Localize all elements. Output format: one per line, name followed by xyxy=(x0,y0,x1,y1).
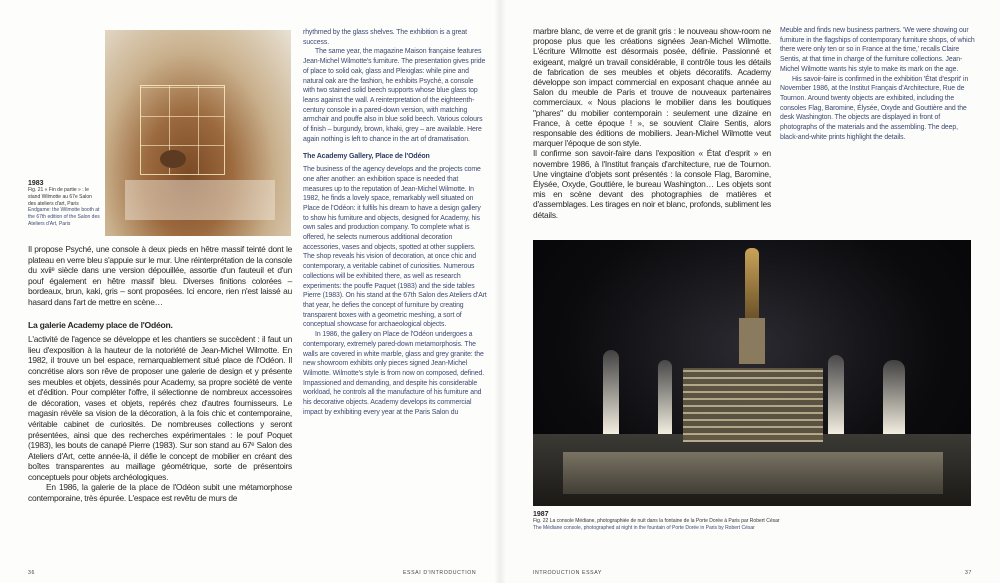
english-paragraph: In 1986, the gallery on Place de l'Odéon undergoes a contemporary, extremely pared-down metamorphosis. The walls are covered in white marble, glass and grey granite: the new showroom exhibits only pieces signed Jean-Michel Wilmotte. Wilmotte's style is from now on composed, defined. Impassioned and demanding, and despite his considerable workload, he controls all the manufacture of his furniture and his decorative objects. Academy develops its commercial impact by exhibiting every year at the Paris Salon du xyxy=(303,331,485,416)
english-paragraph: The business of the agency develops and the projects come one after another: an exhibition space is needed that measures up to the reputation of Jean-Michel Wilmotte. In 1982, he finds a lovely space, remarkably well situated on Place de l'Odéon: it fulfils his dream to have a design gallery to show his furniture and objects, designed for Academy, his own sales and production company. To complete what is offered, he selects numerous additional decoration accessories, vases and objects, spotted at other suppliers. The shop reveals his vision of decoration, at once chic and contemporary, a veritable cabinet of curiosities. Numerous collections will be exhibited there, as well as research experiments: the pouffe Paquet (1983) and the side tables Pierre (1983). On his stand at the 67th Salon des Ateliers d'Art that year, he defies the concept of furniture by creating transparent boxes with a geometric meshing, a sort of conceptual showcase for archaeological objects. xyxy=(303,166,487,329)
intro-paragraph: Il propose Psyché, une console à deux pieds en hêtre massif teinté dont le plateau en verre bleu s'appuie sur le mur. Une réinterprétation de la console du xviiᵉ siècle dans une version dépouillée, assortie d'un fauteuil et d'un pouf également en hêtre massif bleu. Diverses finitions colorées – bordeaux, brun, kaki, gris – sont proposées. Ici encore, rien n'est laissé au hasard dans l'art de mettre en scène… xyxy=(28,244,292,307)
english-heading: The Academy Gallery, Place de l'Odéon xyxy=(303,153,430,161)
french-column xyxy=(28,244,292,504)
caption-english: Endgame: the Wilmotte booth at the 67th edition of the Salon des Ateliers d'Art, Paris xyxy=(28,207,100,227)
english-paragraph: The same year, the magazine Maison française features Jean-Michel Wilmotte's furniture. The presentation gives pride of place to solid oak, glass and Plexiglas: while pine and natural oak are the fashion, he exhibits Psyché, a console with two stained solid beech supports whose blue glass top leans against the wall. A reinterpretation of the eighteenth-century console in a pared-down version, with matching armchair and pouffe also in blue solid beech. Various colours of finish – burgundy, brown, khaki, grey – are available. Here again nothing is left to chance in the art of dramatisation. xyxy=(303,48,486,143)
right-page xyxy=(500,0,1000,583)
photo-glass-cube-stand xyxy=(105,30,291,236)
body-paragraph: En 1986, la galerie de la place de l'Odéon subit une métamorphose contemporaine, très épurée. L'espace est revêtu de murs de xyxy=(28,482,292,504)
body-paragraph: marbre blanc, de verre et de granit gris : le nouveau show-room ne propose plus que les créations signées Jean-Michel Wilmotte. L'écriture Wilmotte est désormais posée, définie. Passionné et exigeant, malgré un travail considérable, il contrôle tous les détails de fabrication de ses meubles et objets décoratifs. Academy développe son impact commercial en exposant chaque année au Salon du meuble de Paris et trouve de nouveaux partenaires commerciaux. « Nous placions le mobilier dans les boutiques "phares" du mobilier contemporain : seulement une dizaine en France, à cette époque ! », se souvient Claire Sentis, alors responsable des éditions de mobiliers. Jean-Michel Wilmotte veut marquer l'époque de son style. xyxy=(533,26,771,149)
english-column xyxy=(780,26,976,142)
french-column xyxy=(533,26,771,220)
page-number: 36 xyxy=(28,570,35,576)
body-paragraph: L'activité de l'agence se développe et les chantiers se succèdent : il faut un lieu d'exposition à la hauteur de la notoriété de Jean-Michel Wilmotte. En 1982, il trouve un bel espace, remarquablement situé place de l'Odéon. Il concrétise alors son rêve de proposer une galerie de design et y présente ses meubles et objets, dessinés pour Academy, sa propre société de vente et d'édition. Pour compléter l'offre, il sélectionne de nombreux accessoires de décoration, vases et objets, repérés chez d'autres fournisseurs. Le magasin révèle sa vision de la décoration, à la fois chic et contemporaine, véritable cabinet de curiosités. De nombreuses collections y seront présentées, ainsi que des recherches expérimentales : le pouf Poquet (1983), les bouts de canapé Pierre (1983). Sur son stand au 67ᵉ Salon des Ateliers d'Art, cette année-là, il défie le concept de mobilier en créant des boîtes transparentes au maillage géométrique, sorte de présentoirs conceptuels pour objets archéologiques. xyxy=(28,334,292,482)
section-heading: La galerie Academy place de l'Odéon. xyxy=(28,319,173,330)
photo-caption xyxy=(28,180,100,228)
caption-year: 1987 xyxy=(533,511,549,518)
english-paragraph: rhythmed by the glass shelves. The exhibition is a great success. xyxy=(303,29,467,46)
running-footer: INTRODUCTION ESSAY xyxy=(533,570,602,576)
caption-french: Fig. 21 « Fin de partie » : le stand Wilmotte au 67e Salon des ateliers d'art, Paris xyxy=(28,187,92,207)
english-paragraph: Meuble and finds new business partners. 'We were showing our furniture in the flagships of contemporary furniture shops, of which there were only ten or so in France at the time,' recalls Claire Sentis, at that time in charge of the furniture collections. Jean-Michel Wilmotte wants his style to make its mark on the age. xyxy=(780,27,975,73)
english-column xyxy=(303,28,487,417)
body-paragraph: Il confirme son savoir-faire dans l'exposition « État d'esprit » en novembre 1986, à l'Institut français d'architecture, rue de Tournon. Une vingtaine d'objets sont présentés : la console Flag, Baromine, Élysée, Oxyde, Gouttière, le bureau Washington… Les objets sont mis en scène devant des photographies de matières et d'assemblages. Les tirages en noir et blanc, profonds, subliment les détails. xyxy=(533,148,771,220)
photo-caption xyxy=(533,511,973,532)
running-footer: ESSAI D'INTRODUCTION xyxy=(403,570,477,576)
page-number: 37 xyxy=(965,570,972,576)
caption-year: 1983 xyxy=(28,180,44,187)
english-paragraph: His savoir-faire is confirmed in the exhibition 'État d'esprit' in November 1986, at the Institut Français d'Architecture, Rue de Tournon. Around twenty objects are exhibited, including the consoles Flag, Baromine, Élysée, Oxyde and Gouttière and the desk Washington. The objects are displayed in front of photographs of the materials and the assembling. The deep, black-and-white prints highlight the details. xyxy=(780,75,969,141)
photo-night-fountain xyxy=(533,240,971,506)
caption-english: The Médiane console, photographed at night in the fountain of Porte Dorée in Paris by Robert César xyxy=(533,524,755,531)
caption-french: Fig. 22 La console Médiane, photographiée de nuit dans la fontaine de la Porte Dorée à Paris par Robert César xyxy=(533,518,780,524)
